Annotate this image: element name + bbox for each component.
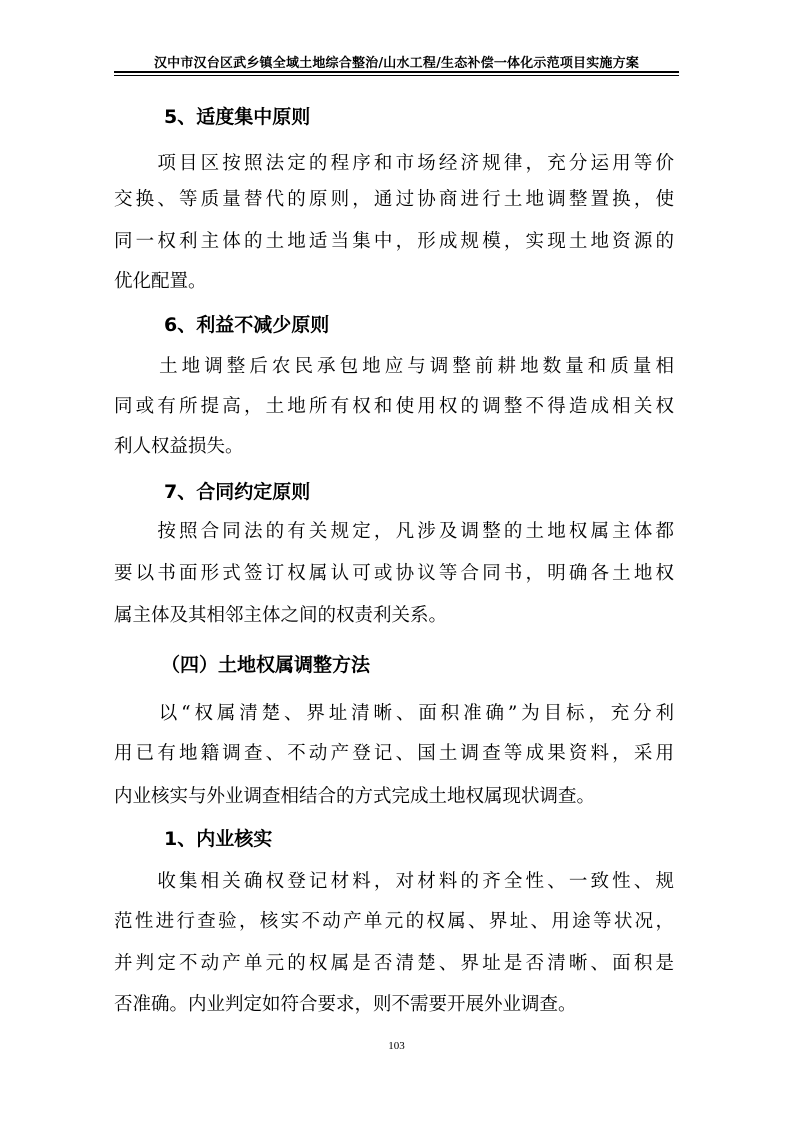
- paragraph-line: 同或有所提高，土地所有权和使用权的调整不得造成相关权: [114, 396, 674, 417]
- paragraph-line: 优化配置。: [114, 271, 207, 292]
- paragraph-line: 属主体及其相邻主体之间的权责利关系。: [114, 605, 448, 626]
- paragraph-line: 要以书面形式签订权属认可或协议等合同书，明确各土地权: [114, 563, 674, 584]
- section-heading-7: 7、合同约定原则: [164, 481, 311, 503]
- section-heading-1: 1、内业核实: [164, 828, 273, 850]
- paragraph-line: 项目区按照法定的程序和市场经济规律，充分运用等价: [114, 153, 674, 174]
- paragraph-line: 否准确。内业判定如符合要求，则不需要开展外业调查。: [114, 994, 577, 1015]
- paragraph-line: 按照合同法的有关规定，凡涉及调整的土地权属主体都: [114, 521, 674, 542]
- paragraph-line: 利人权益损失。: [114, 436, 244, 457]
- header-rule-thick: [114, 71, 679, 73]
- paragraph-line: 用已有地籍调查、不动产登记、国土调查等成果资料，采用: [114, 743, 674, 764]
- paragraph-line: 同一权利主体的土地适当集中，形成规模，实现土地资源的: [114, 231, 674, 252]
- running-header: 汉中市汉台区武乡镇全域土地综合整治/山水工程/生态补偿一体化示范项目实施方案: [153, 56, 640, 71]
- paragraph-line: 内业核实与外业调查相结合的方式完成土地权属现状调查。: [114, 786, 596, 807]
- paragraph-line: 交换、等质量替代的原则，通过协商进行土地调整置换，使: [114, 189, 674, 210]
- section-heading-6: 6、利益不减少原则: [164, 314, 330, 336]
- paragraph-line: 并判定不动产单元的权属是否清楚、界址是否清晰、面积是: [114, 953, 674, 974]
- header-rule-thin: [114, 75, 679, 76]
- section-heading-4: （四）土地权属调整方法: [161, 654, 371, 676]
- paragraph-line: 范性进行查验，核实不动产单元的权属、界址、用途等状况，: [114, 911, 674, 932]
- section-heading-5: 5、适度集中原则: [164, 106, 311, 128]
- paragraph-line: 土地调整后农民承包地应与调整前耕地数量和质量相: [114, 356, 674, 377]
- paragraph-line: 以“权属清楚、界址清晰、面积准确”为目标，充分利: [114, 703, 674, 724]
- paragraph-line: 收集相关确权登记材料，对材料的齐全性、一致性、规: [114, 871, 674, 892]
- page-number: 103: [388, 1040, 405, 1052]
